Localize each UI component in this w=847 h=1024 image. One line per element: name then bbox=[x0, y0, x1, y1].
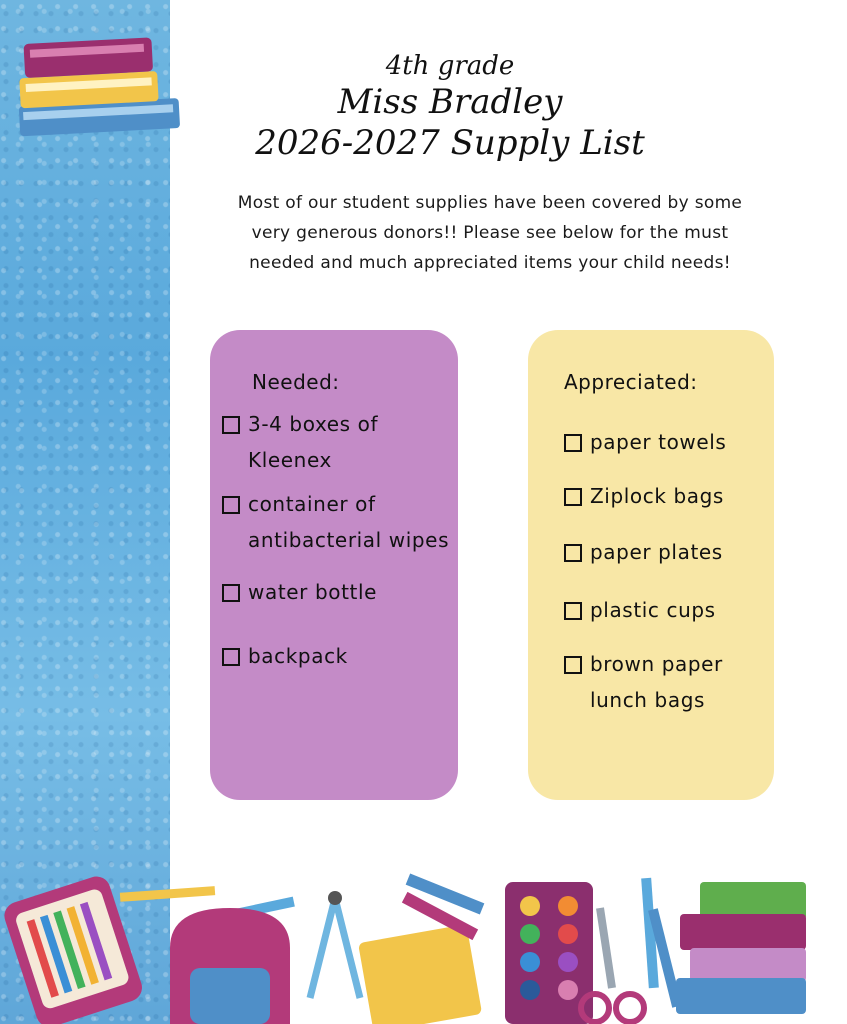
checkbox[interactable] bbox=[564, 602, 582, 620]
supply-list-title: 2026-2027 Supply List bbox=[255, 123, 645, 163]
needed-heading: Needed: bbox=[252, 370, 340, 394]
checkbox[interactable] bbox=[222, 416, 240, 434]
checkbox[interactable] bbox=[222, 496, 240, 514]
item-label: container of antibacterial wipes bbox=[248, 492, 450, 552]
item-label: paper plates bbox=[590, 540, 723, 564]
appreciated-item[interactable] bbox=[564, 424, 784, 460]
grade-heading: 4th grade bbox=[385, 51, 515, 81]
appreciated-item[interactable] bbox=[564, 478, 764, 514]
appreciated-card bbox=[528, 330, 774, 800]
appreciated-item[interactable] bbox=[564, 646, 744, 718]
needed-item[interactable] bbox=[222, 638, 442, 674]
needed-card bbox=[210, 330, 458, 800]
needed-item[interactable] bbox=[222, 574, 442, 610]
checkbox[interactable] bbox=[564, 656, 582, 674]
checkbox[interactable] bbox=[564, 434, 582, 452]
item-label: Ziplock bags bbox=[590, 484, 724, 508]
school-supplies-illustration bbox=[0, 868, 847, 1024]
checkbox[interactable] bbox=[222, 584, 240, 602]
teacher-name: Miss Bradley bbox=[337, 82, 563, 122]
item-label: plastic cups bbox=[590, 598, 716, 622]
appreciated-item[interactable] bbox=[564, 592, 764, 628]
page-title bbox=[240, 50, 660, 164]
checkbox[interactable] bbox=[564, 544, 582, 562]
item-label: brown paper lunch bags bbox=[590, 652, 723, 712]
checkbox[interactable] bbox=[564, 488, 582, 506]
item-label: backpack bbox=[248, 644, 348, 668]
item-label: paper towels bbox=[590, 430, 727, 454]
checkbox[interactable] bbox=[222, 648, 240, 666]
book-stack-icon bbox=[12, 30, 187, 150]
appreciated-heading: Appreciated: bbox=[564, 370, 698, 394]
intro-text: Most of our student supplies have been covered by some very generous donors!! Please see below for the must needed and much appreciated items your child needs! bbox=[237, 193, 743, 273]
item-label: 3-4 boxes of Kleenex bbox=[248, 412, 379, 472]
needed-item[interactable] bbox=[222, 486, 458, 558]
appreciated-item[interactable] bbox=[564, 534, 764, 570]
needed-item[interactable] bbox=[222, 406, 442, 478]
item-label: water bottle bbox=[248, 580, 378, 604]
